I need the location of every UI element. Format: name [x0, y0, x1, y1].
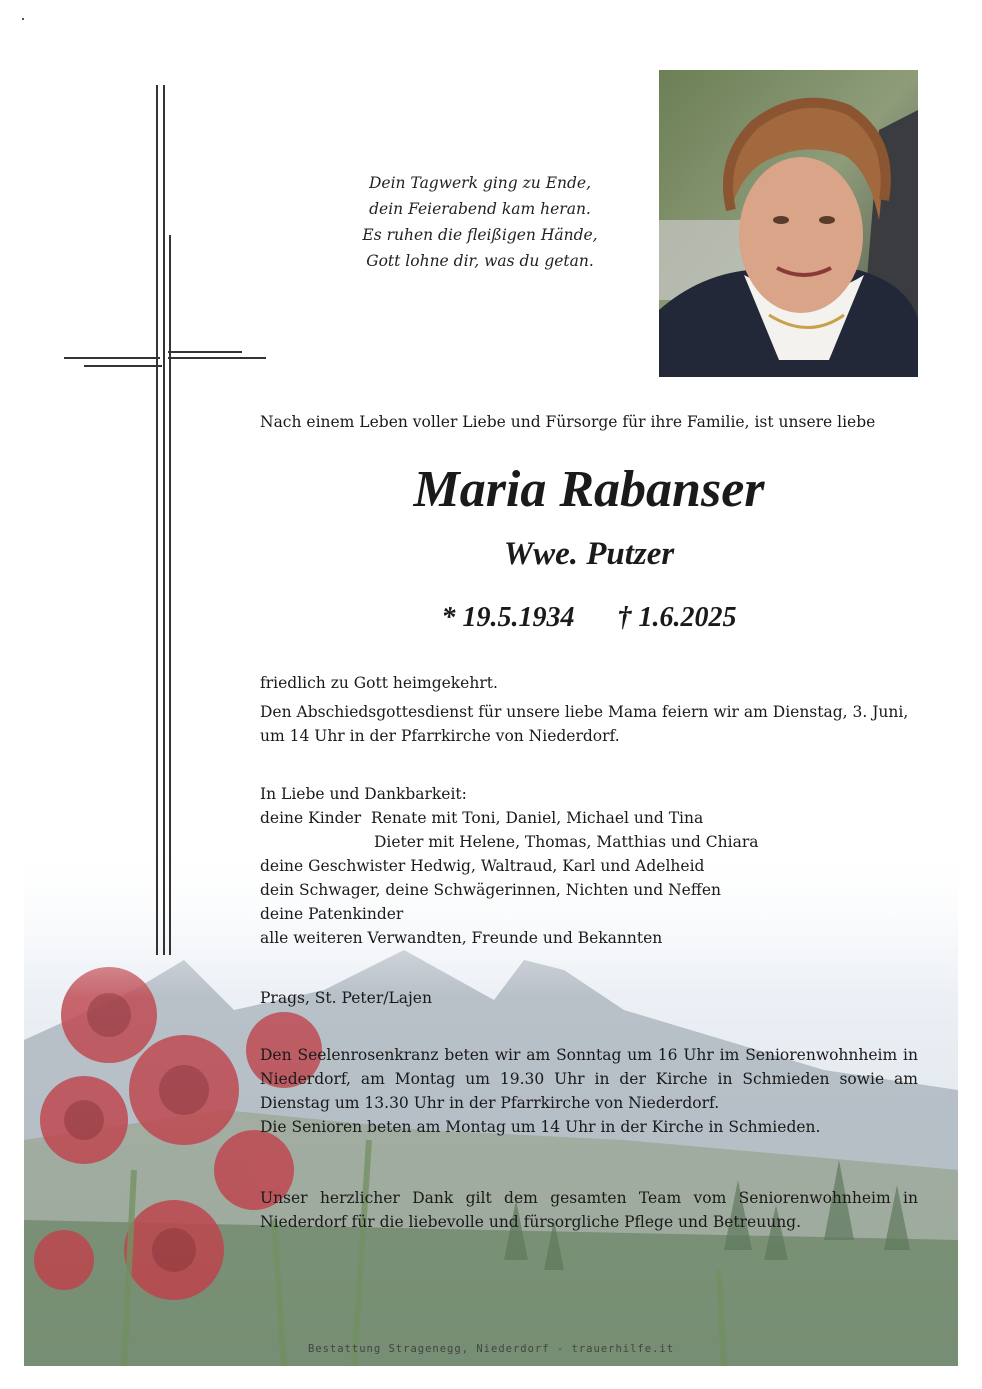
children-row — [260, 806, 918, 830]
birth-date: * 19.5.1934 — [441, 602, 575, 633]
relatives-line: alle weiteren Verwandten, Freunde und Bekannten — [260, 929, 663, 947]
siblings-line: deine Geschwister Hedwig, Waltraud, Karl und Adelheid — [260, 857, 705, 875]
memorial-poem — [350, 170, 610, 274]
thanks-text: Unser herzlicher Dank gilt dem gesamten Team vom Seniorenwohnheim in Niederdorf für die liebevolle und fürsorgliche Pflege und Betreuung. — [260, 1189, 918, 1231]
death-date: † 1.6.2025 — [617, 602, 737, 633]
widow-name: Wwe. Putzer — [503, 536, 675, 572]
poem-line: Dein Tagwerk ging zu Ende, — [368, 174, 592, 192]
poem-line: Es ruhen die fleißigen Hände, — [362, 226, 598, 244]
funeral-home-footer: Bestattung Stragenegg, Niederdorf - trauerhilfe.it — [307, 1343, 675, 1355]
cross-symbol — [60, 85, 270, 960]
seniors-prayer: Die Senioren beten am Montag um 14 Uhr in der Kirche in Schmieden. — [260, 1118, 821, 1136]
godchildren-line: deine Patenkinder — [260, 905, 404, 923]
portrait-photo — [659, 70, 918, 377]
intro-text: Nach einem Leben voller Liebe und Fürsorge für ihre Familie, ist unsere liebe — [260, 413, 876, 431]
mourners-list — [260, 782, 918, 950]
children-label: deine Kinder — [260, 809, 362, 827]
poem-line: dein Feierabend kam heran. — [369, 200, 591, 218]
life-dates — [260, 600, 918, 636]
children-line: Renate mit Toni, Daniel, Michael und Tina — [371, 809, 704, 827]
inlaws-line: dein Schwager, deine Schwägerinnen, Nichten und Neffen — [260, 881, 721, 899]
deceased-name: Maria Rabanser — [413, 461, 765, 518]
funeral-mass-text: Den Abschiedsgottesdienst für unsere liebe Mama feiern wir am Dienstag, 3. Juni, um 14 Uhr in der Pfarrkirche von Niederdorf. — [260, 703, 909, 745]
rosary-text — [260, 1043, 918, 1139]
corner-mark — [22, 18, 24, 20]
place-text: Prags, St. Peter/Lajen — [260, 989, 432, 1007]
mourners-heading: In Liebe und Dankbarkeit: — [260, 785, 467, 803]
passing-text: friedlich zu Gott heimgekehrt. — [260, 674, 498, 692]
poem-line: Gott lohne dir, was du getan. — [366, 252, 594, 270]
rosary-schedule: Den Seelenrosenkranz beten wir am Sonntag um 16 Uhr im Seniorenwohnheim in Niederdorf, am Montag um 19.30 Uhr in der Kirche in Schmieden sowie am Dienstag um 13.30 Uhr in der Pfarrkirche von Niederdorf. — [260, 1046, 918, 1112]
children-line: Dieter mit Helene, Thomas, Matthias und Chiara — [374, 833, 759, 851]
